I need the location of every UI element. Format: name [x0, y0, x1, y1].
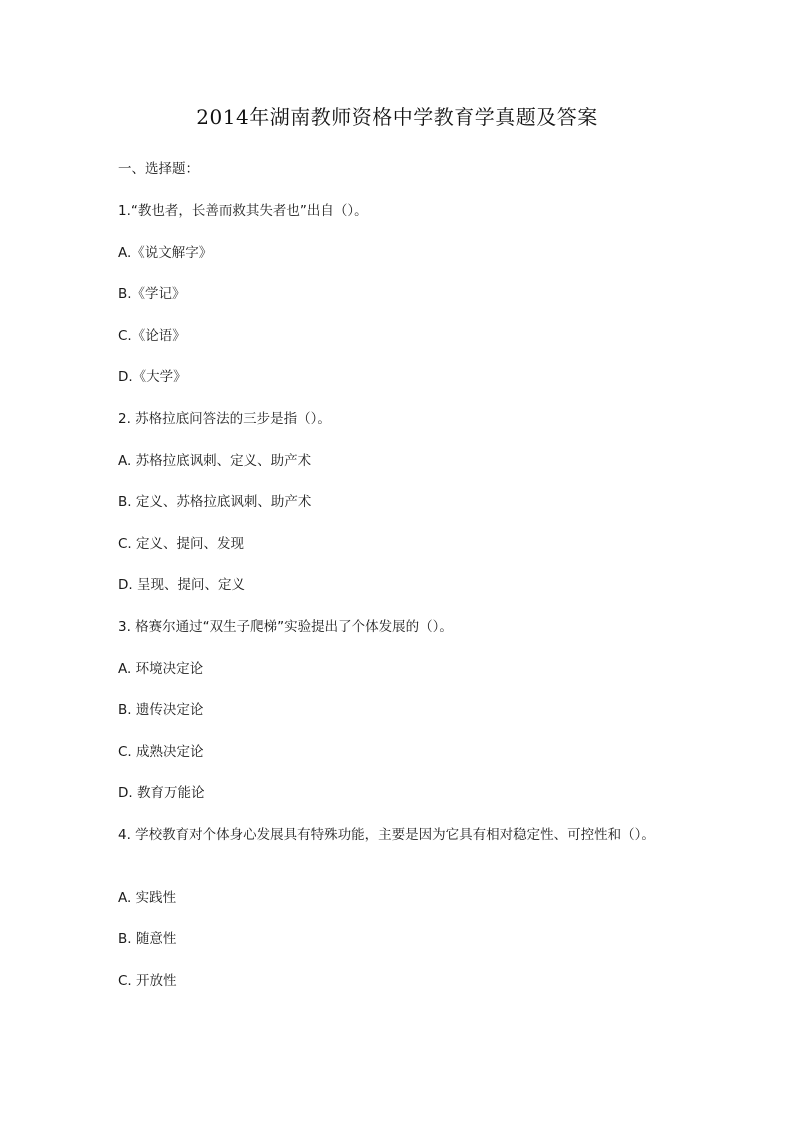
question-2-option-c: C. 定义、提问、发现	[118, 536, 245, 552]
question-3-option-c: C. 成熟决定论	[118, 744, 204, 760]
question-3-option-d: D. 教育万能论	[118, 785, 205, 801]
question-2-option-a: A. 苏格拉底讽刺、定义、助产术	[118, 453, 312, 469]
question-2-stem: 2. 苏格拉底问答法的三步是指（）。	[118, 411, 331, 427]
question-4-option-b: B. 随意性	[118, 931, 177, 947]
question-1-stem: 1.“教也者，长善而救其失者也”出自（）。	[118, 203, 368, 219]
question-4-stem: 4. 学校教育对个体身心发展具有特殊功能，主要是因为它具有相对稳定性、可控性和（）。	[118, 827, 655, 843]
question-1-option-d: D.《大学》	[118, 369, 187, 385]
question-3-option-b: B. 遗传决定论	[118, 702, 204, 718]
document-title: 2014年湖南教师资格中学教育学真题及答案	[196, 105, 598, 129]
question-1-option-a: A.《说文解字》	[118, 245, 213, 261]
question-4-option-a: A. 实践性	[118, 890, 177, 906]
question-1-option-b: B.《学记》	[118, 286, 186, 302]
question-1-option-c: C.《论语》	[118, 328, 186, 344]
question-2-option-d: D. 呈现、提问、定义	[118, 577, 245, 593]
question-3-stem: 3. 格赛尔通过“双生子爬梯”实验提出了个体发展的（）。	[118, 619, 453, 635]
question-3-option-a: A. 环境决定论	[118, 661, 204, 677]
question-2-option-b: B. 定义、苏格拉底讽刺、助产术	[118, 494, 312, 510]
question-4-option-c: C. 开放性	[118, 973, 177, 989]
section-heading: 一、选择题：	[118, 161, 199, 177]
